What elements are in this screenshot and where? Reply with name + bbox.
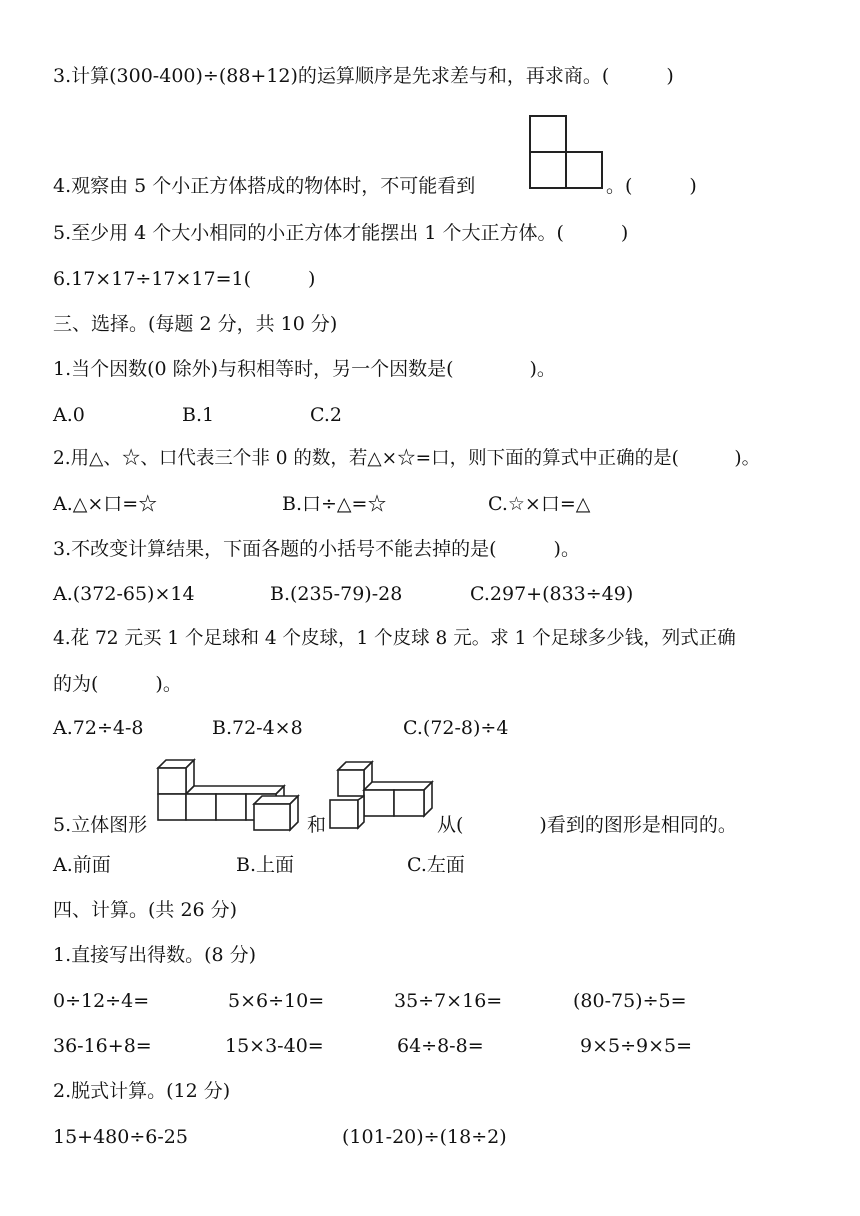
calc-sub1: 1.直接写出得数。(8 分) <box>53 944 257 966</box>
calc-row1-item-2: 5×6÷10= <box>228 990 325 1012</box>
choice-q2-option-a: A.△×口=☆ <box>53 493 158 515</box>
choice-q4-line1: 4.花 72 元买 1 个足球和 4 个皮球，1 个皮球 8 元。求 1 个足球多少钱，列式正确 <box>53 628 736 649</box>
choice-q2: 2.用△、☆、口代表三个非 0 的数，若△×☆=口，则下面的算式中正确的是( )。 <box>53 448 761 469</box>
judge-q3: 3.计算(300-400)÷(88+12)的运算顺序是先求差与和，再求商。( ) <box>53 65 674 87</box>
calc-row2-item-2: 15×3-40= <box>225 1035 324 1057</box>
choice-q3-option-b: B.(235-79)-28 <box>270 583 403 605</box>
judge-q4-tail: 。( ) <box>606 175 697 197</box>
solid-figure-2 <box>328 762 436 830</box>
choice-q3-option-c: C.297+(833÷49) <box>470 583 634 605</box>
choice-q4-option-a: A.72÷4-8 <box>53 717 144 739</box>
choice-q2-option-c: C.☆×口=△ <box>488 493 591 515</box>
choice-q5-option-c: C.左面 <box>407 854 465 876</box>
solid-figure-1 <box>158 760 304 832</box>
choice-q5-option-b: B.上面 <box>236 854 295 876</box>
calc-row1-item-1: 0÷12÷4= <box>53 990 150 1012</box>
choice-q5-and: 和 <box>307 814 327 836</box>
choice-q4-option-b: B.72-4×8 <box>212 717 303 739</box>
choice-q3-option-a: A.(372-65)×14 <box>53 583 195 605</box>
choice-q1-option-c: C.2 <box>310 404 342 426</box>
calc-sub2: 2.脱式计算。(12 分) <box>53 1080 231 1102</box>
choice-q1-option-a: A.0 <box>53 404 85 426</box>
calc-row2-item-4: 9×5÷9×5= <box>580 1035 693 1057</box>
choice-q4-option-c: C.(72-8)÷4 <box>403 717 509 739</box>
calc-row1-item-3: 35÷7×16= <box>394 990 503 1012</box>
choice-q1-option-b: B.1 <box>182 404 215 426</box>
calc-row3-item-1: 15+480÷6-25 <box>53 1126 188 1148</box>
choice-q2-option-b: B.口÷△=☆ <box>282 493 387 515</box>
calc-row2-item-3: 64÷8-8= <box>397 1035 484 1057</box>
choice-q4-line2: 的为( )。 <box>53 673 182 695</box>
calc-row3-item-2: (101-20)÷(18÷2) <box>342 1126 507 1148</box>
calc-row2-item-1: 36-16+8= <box>53 1035 152 1057</box>
judge-q5: 5.至少用 4 个大小相同的小正方体才能摆出 1 个大正方体。( ) <box>53 222 629 244</box>
section-choice-heading: 三、选择。(每题 2 分，共 10 分) <box>53 313 338 335</box>
choice-q5-prefix: 5.立体图形 <box>53 814 148 836</box>
choice-q3: 3.不改变计算结果，下面各题的小括号不能去掉的是( )。 <box>53 538 580 560</box>
choice-q5-option-a: A.前面 <box>53 854 111 876</box>
choice-q5-suffix: 从( )看到的图形是相同的。 <box>437 814 737 836</box>
judge-q4: 4.观察由 5 个小正方体搭成的物体时，不可能看到 <box>53 175 476 197</box>
choice-q1: 1.当个因数(0 除外)与积相等时，另一个因数是( )。 <box>53 358 556 380</box>
section-calc-heading: 四、计算。(共 26 分) <box>53 899 238 921</box>
judge-q6: 6.17×17÷17×17=1( ) <box>53 268 316 290</box>
calc-row1-item-4: (80-75)÷5= <box>573 990 687 1012</box>
l-shape-figure <box>528 114 608 190</box>
